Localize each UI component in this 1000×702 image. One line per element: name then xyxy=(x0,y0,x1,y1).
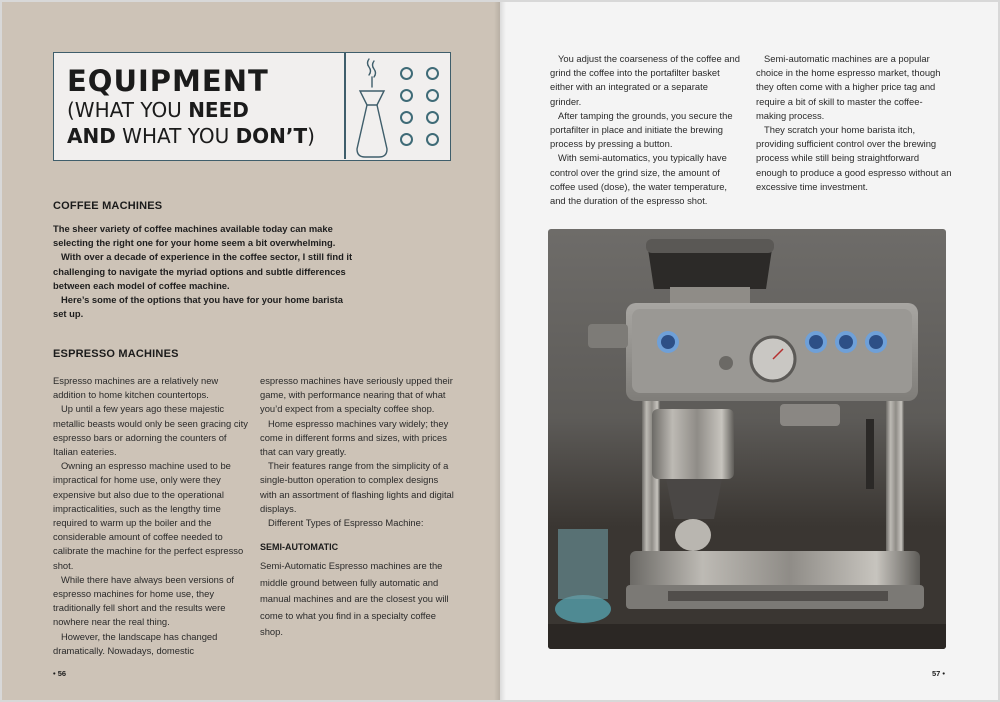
circle-icon xyxy=(400,67,413,80)
pour-over-coffee-maker-icon xyxy=(350,55,394,159)
right-column-2: Semi-automatic machines are a popular choice in the home espresso market, though they often come with a higher price tag and require a bit of skill to master the coffee-making process. They scratch your home barista itch, providing sufficient control over the brewing process while still being straightforward enough to produce a good espresso without an excessive time investment. xyxy=(756,53,952,192)
espresso-column-1: Espresso machines are a relatively new addition to home kitchen countertops. Up until a few years ago these majestic metallic beasts would only be seen gracing city espresso bars or adorning the counters of Italian eateries. Owning an espresso machine used to be impractical for home use, only were they expensive but also due to the operational impracticalities, such as the lengthy time required to warm up the boiler and the considerable amount of coffee needed to calibrate the machine for the perfect espresso shot. While there have always been versions of espresso machines for home use, they traditionally fell short and the results were nowhere near the real thing. However, the landscape has changed dramatically. Nowadays, domestic xyxy=(53,375,248,656)
coffee-machines-intro: The sheer variety of coffee machines available today can make selecting the right one for your home seem a bit overwhelming. With over a decade of experience in the coffee sector, I still find it challenging to navigate the myriad options and subtle differences between each model of coffee machine. Here’s some of the options that you have for your home barista set up. xyxy=(53,223,353,320)
espresso-machine-icon xyxy=(548,229,946,649)
title-line-3: AND WHAT YOU DON’T) xyxy=(67,124,315,148)
circle-icon xyxy=(400,89,413,102)
circle-icon xyxy=(400,111,413,124)
circle-icon xyxy=(426,111,439,124)
semi-automatic-heading: SEMI-AUTOMATIC xyxy=(260,542,339,553)
title-line-2: (WHAT YOU NEED xyxy=(67,98,249,122)
page-number-right: 57 • xyxy=(932,669,946,678)
semi-automatic-text: Semi-Automatic Espresso machines are the middle ground between fully automatic and manual machines and are the closest you will come to what you find in a specialty coffee shop. xyxy=(260,560,449,638)
circle-icon xyxy=(426,67,439,80)
title-line-1: EQUIPMENT xyxy=(67,64,269,98)
page-title xyxy=(67,65,315,149)
espresso-column-2: espresso machines have seriously upped their game, with performance nearing that of what you’d expect from a specialty coffee shop. Home espresso machines vary widely; they come in different forms and sizes, with prices that can vary greatly. Their features range from the simplicity of a single-button operation to complex designs with an assortment of flashing lights and digital displays. Different Types of Espresso Machine: SEMI-AUTOMATIC Semi-Automatic Espresso machines are the middle ground between fully automatic and manual machines and are the closest you will come to what you find in a specialty coffee shop. xyxy=(260,374,456,641)
left-page xyxy=(2,2,500,700)
page-number-left: • 56 xyxy=(53,669,67,678)
page-gutter xyxy=(494,2,506,700)
coffee-machines-heading: COFFEE MACHINES xyxy=(53,200,163,212)
circle-icon xyxy=(426,89,439,102)
title-divider xyxy=(344,53,346,159)
espresso-machines-heading: ESPRESSO MACHINES xyxy=(53,348,179,360)
espresso-machine-photo xyxy=(548,229,946,649)
right-column-1: You adjust the coarseness of the coffee and grind the coffee into the portafilter basket either with an integrated or a separate grinder. After tamping the grounds, you secure the portafilter in place and initiate the brewing process by pressing a button. With semi-automatics, you typically have control over the grind size, the amount of coffee used (dose), the water temperature, and the duration of the espresso shot. xyxy=(550,53,740,207)
circle-icon xyxy=(400,133,413,146)
title-box xyxy=(53,52,451,161)
circle-icon xyxy=(426,133,439,146)
decorative-dot-grid xyxy=(398,65,446,145)
